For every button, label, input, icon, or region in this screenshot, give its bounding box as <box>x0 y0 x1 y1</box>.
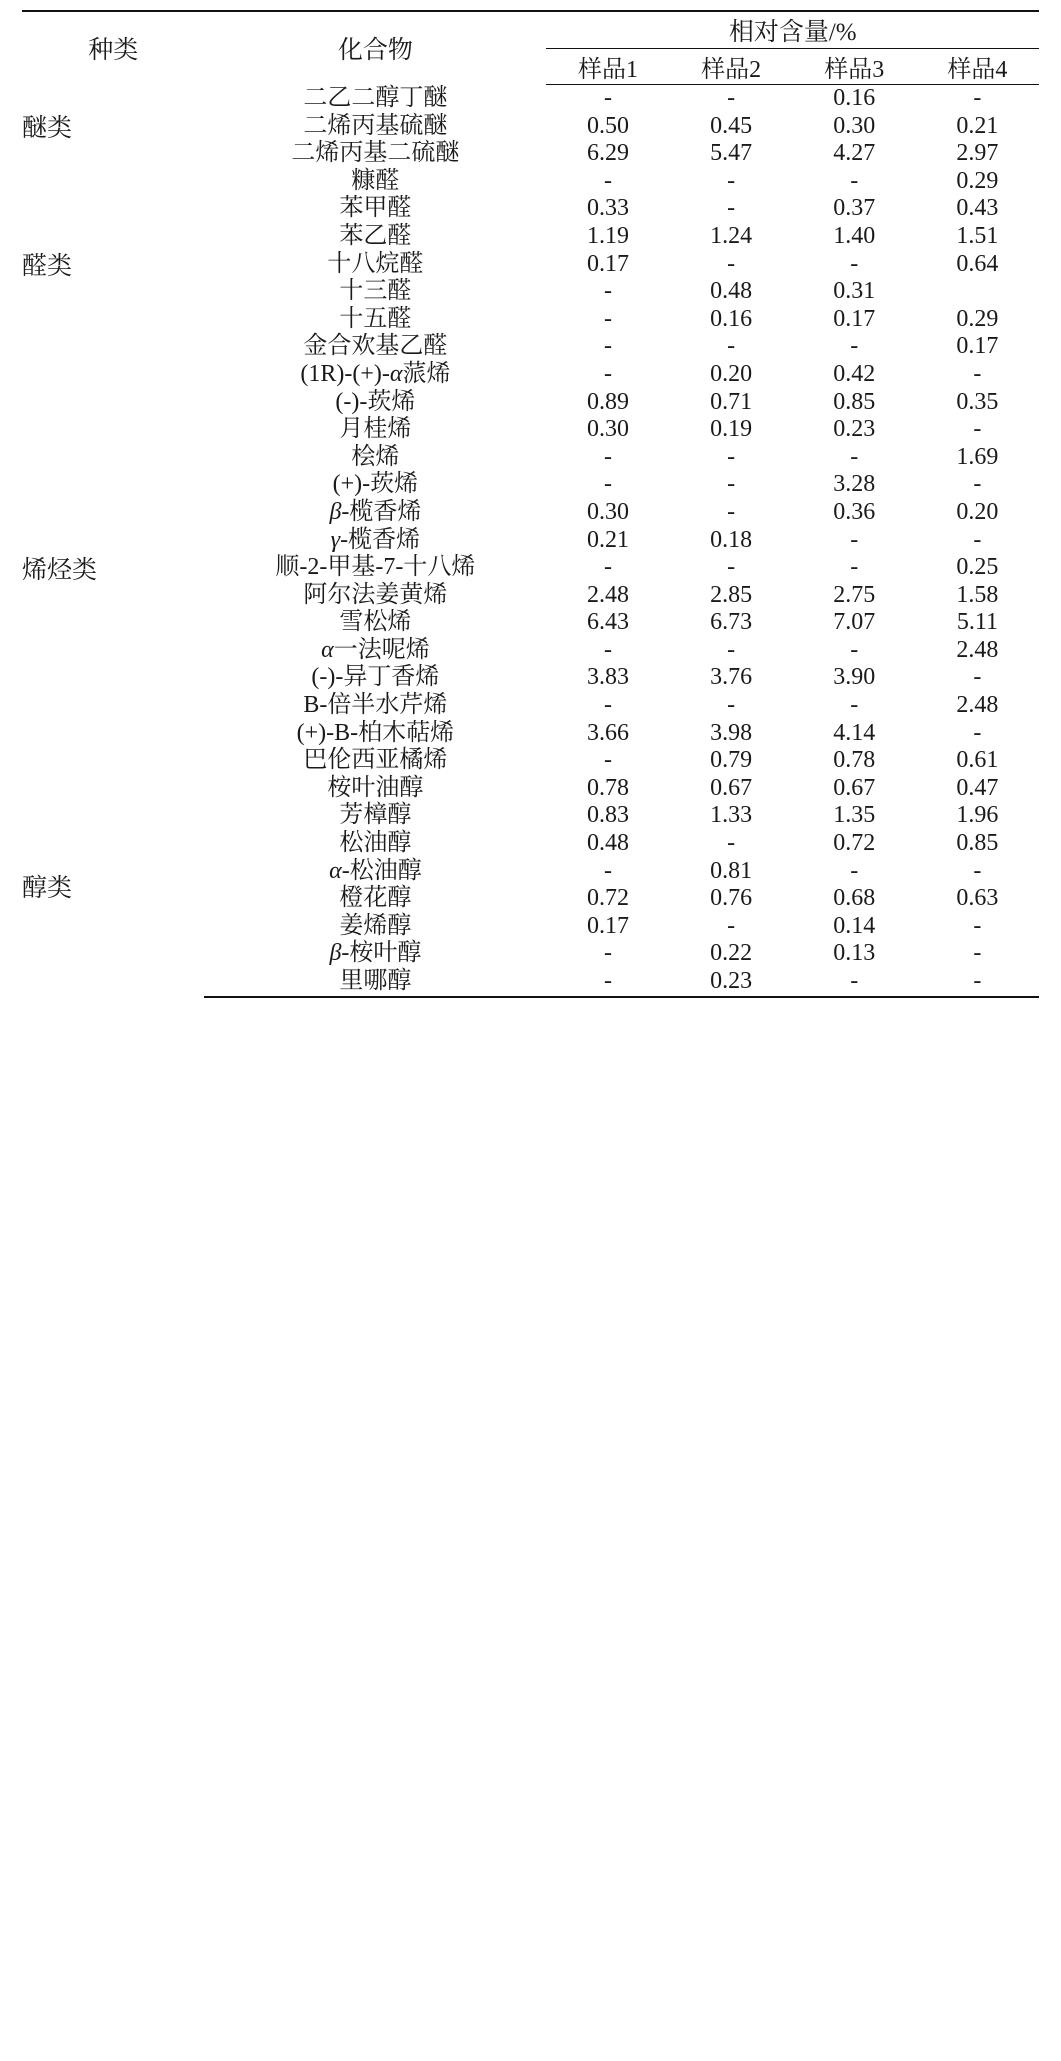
value-cell-sample-3: - <box>850 636 859 663</box>
value-cell-sample-4: - <box>973 416 982 443</box>
value-cell-sample-4: - <box>973 940 982 967</box>
value-cell-sample-4: 0.63 <box>956 885 999 912</box>
compound-cell: 桧烯 <box>351 443 400 470</box>
compound-cell: 二乙二醇丁醚 <box>303 84 448 111</box>
compound-cell: 巴伦西亚橘烯 <box>303 747 448 774</box>
value-cell-sample-4: - <box>973 471 982 498</box>
compound-cell: β-榄香烯 <box>329 498 422 525</box>
value-cell-sample-1: 3.66 <box>586 719 629 746</box>
compound-cell: 糠醛 <box>351 167 400 194</box>
value-cell-sample-1: 0.50 <box>586 112 629 139</box>
value-cell-sample-1: - <box>603 636 612 663</box>
value-cell-sample-4: 0.21 <box>956 112 999 139</box>
compound-cell: 月桂烯 <box>339 416 412 443</box>
value-cell-sample-1: 0.17 <box>586 250 629 277</box>
value-cell-sample-2: 0.16 <box>710 305 753 332</box>
value-cell-sample-4: 0.29 <box>956 305 999 332</box>
value-cell-sample-2: 6.73 <box>710 609 753 636</box>
header-sample-3: 样品3 <box>793 49 916 85</box>
compound-cell: (1R)-(+)-α蒎烯 <box>300 360 451 387</box>
value-cell-sample-3: 0.13 <box>833 940 876 967</box>
value-cell-sample-3: 0.14 <box>833 912 876 939</box>
value-cell-sample-3: 3.90 <box>833 664 876 691</box>
value-cell-sample-4: 0.25 <box>956 554 999 581</box>
compound-cell: 十八烷醛 <box>327 250 424 277</box>
kind-cell: 醇类 <box>22 874 73 902</box>
value-cell-sample-3: 0.17 <box>833 305 876 332</box>
value-cell-sample-4: 1.58 <box>956 581 999 608</box>
compound-cell: 姜烯醇 <box>339 912 412 939</box>
value-cell-sample-2: 0.45 <box>710 112 753 139</box>
value-cell-sample-2: - <box>727 250 736 277</box>
value-cell-sample-4: 0.35 <box>956 388 999 415</box>
value-cell-sample-1: - <box>603 940 612 967</box>
value-cell-sample-2: - <box>727 830 736 857</box>
value-cell-sample-1: 0.33 <box>586 195 629 222</box>
value-cell-sample-3: 0.85 <box>833 388 876 415</box>
value-cell-sample-3: 4.27 <box>833 140 876 167</box>
compound-cell: 金合欢基乙醛 <box>303 333 448 360</box>
value-cell-sample-1: 6.29 <box>586 140 629 167</box>
value-cell-sample-4: - <box>973 857 982 884</box>
value-cell-sample-2: - <box>727 692 736 719</box>
compound-cell: (-)-异丁香烯 <box>311 664 440 691</box>
value-cell-sample-4: 2.97 <box>956 140 999 167</box>
value-cell-sample-4: - <box>973 526 982 553</box>
value-cell-sample-1: - <box>603 278 612 305</box>
compound-cell: 阿尔法姜黄烯 <box>303 581 448 608</box>
value-cell-sample-1: - <box>603 443 612 470</box>
table-page <box>0 0 1061 1016</box>
compound-cell: 桉叶油醇 <box>327 774 424 801</box>
compound-cell: 十三醛 <box>339 278 412 305</box>
compound-cell: α一法呢烯 <box>321 636 430 663</box>
value-cell-sample-2: 0.19 <box>710 416 753 443</box>
value-cell-sample-1: 2.48 <box>586 581 629 608</box>
value-cell-sample-1: 0.89 <box>586 388 629 415</box>
value-cell-sample-1: 0.48 <box>586 830 629 857</box>
header-compound: 化合物 <box>204 11 546 85</box>
compound-cell: (+)-莰烯 <box>332 471 419 498</box>
value-cell-sample-2: 0.23 <box>670 968 793 997</box>
value-cell-sample-2: - <box>727 167 736 194</box>
value-cell-sample-4: 1.69 <box>956 443 999 470</box>
value-cell-sample-3: - <box>850 692 859 719</box>
compound-cell: γ-榄香烯 <box>330 526 421 553</box>
value-cell-sample-1: - <box>603 305 612 332</box>
value-cell-sample-1: 0.21 <box>586 526 629 553</box>
value-cell-sample-3: 1.35 <box>833 802 876 829</box>
header-sample-4: 样品4 <box>916 49 1039 85</box>
value-cell-sample-3: 1.40 <box>833 222 876 249</box>
value-cell-sample-2: - <box>727 912 736 939</box>
value-cell-sample-4: - <box>973 360 982 387</box>
compound-cell: 松油醇 <box>339 830 412 857</box>
table-head <box>22 11 1039 85</box>
value-cell-sample-1: - <box>603 471 612 498</box>
value-cell-sample-2: 0.76 <box>710 885 753 912</box>
value-cell-sample-1: - <box>603 360 612 387</box>
value-cell-sample-3: 2.75 <box>833 581 876 608</box>
value-cell-sample-1: - <box>603 333 612 360</box>
value-cell-sample-2: 1.24 <box>710 222 753 249</box>
value-cell-sample-2: 0.18 <box>710 526 753 553</box>
value-cell-sample-4: 0.85 <box>956 830 999 857</box>
table-top-rule <box>22 11 1039 49</box>
value-cell-sample-2: 3.76 <box>710 664 753 691</box>
header-sample-2: 样品2 <box>670 49 793 85</box>
compound-cell: 二烯丙基硫醚 <box>303 112 448 139</box>
value-cell-sample-2: 0.22 <box>710 940 753 967</box>
value-cell-sample-2: 1.33 <box>710 802 753 829</box>
value-cell-sample-4: 1.51 <box>956 222 999 249</box>
compound-cell: B-倍半水芹烯 <box>303 692 448 719</box>
value-cell-sample-2: 0.81 <box>710 857 753 884</box>
value-cell-sample-1: - <box>546 968 669 997</box>
value-cell-sample-3: 0.67 <box>833 774 876 801</box>
value-cell-sample-2: - <box>727 85 736 111</box>
value-cell-sample-1: 0.83 <box>586 802 629 829</box>
value-cell-sample-1: 0.30 <box>586 498 629 525</box>
value-cell-sample-3: 0.42 <box>833 360 876 387</box>
value-cell-sample-3: 0.72 <box>833 830 876 857</box>
value-cell-sample-4 <box>916 278 1039 306</box>
value-cell-sample-3: 0.78 <box>833 747 876 774</box>
value-cell-sample-4: 0.61 <box>956 747 999 774</box>
value-cell-sample-3: 0.30 <box>833 112 876 139</box>
value-cell-sample-1: 1.19 <box>586 222 629 249</box>
value-cell-sample-3: 3.28 <box>833 471 876 498</box>
compound-cell: 顺-2-甲基-7-十八烯 <box>275 554 476 581</box>
value-cell-sample-1: - <box>603 747 612 774</box>
value-cell-sample-3: 0.37 <box>833 195 876 222</box>
value-cell-sample-2: 0.67 <box>710 774 753 801</box>
value-cell-sample-3: 0.68 <box>833 885 876 912</box>
value-cell-sample-2: - <box>727 636 736 663</box>
value-cell-sample-2: - <box>727 554 736 581</box>
table-body <box>22 85 1039 997</box>
value-cell-sample-4: 0.43 <box>956 195 999 222</box>
kind-cell: 醛类 <box>22 253 73 281</box>
table-row <box>22 775 1039 803</box>
value-cell-sample-1: - <box>603 692 612 719</box>
value-cell-sample-3: 7.07 <box>833 609 876 636</box>
value-cell-sample-2: 2.85 <box>710 581 753 608</box>
compound-cell: β-桉叶醇 <box>329 940 422 967</box>
value-cell-sample-4: 2.48 <box>956 636 999 663</box>
value-cell-sample-4: 0.20 <box>956 498 999 525</box>
value-cell-sample-1: 6.43 <box>586 609 629 636</box>
value-cell-sample-4: 0.29 <box>956 167 999 194</box>
value-cell-sample-4: 2.48 <box>956 692 999 719</box>
value-cell-sample-2: 0.79 <box>710 747 753 774</box>
value-cell-sample-3: - <box>850 443 859 470</box>
value-cell-sample-1: - <box>603 554 612 581</box>
value-cell-sample-4: 1.96 <box>956 802 999 829</box>
value-cell-sample-2: - <box>727 498 736 525</box>
value-cell-sample-3: - <box>850 167 859 194</box>
value-cell-sample-2: - <box>727 195 736 222</box>
compound-cell: (-)-莰烯 <box>335 388 416 415</box>
compound-cell: 雪松烯 <box>339 609 412 636</box>
value-cell-sample-3: - <box>793 968 916 997</box>
value-cell-sample-2: - <box>727 443 736 470</box>
value-cell-sample-4: - <box>973 719 982 746</box>
value-cell-sample-2: 0.71 <box>710 388 753 415</box>
compound-cell: α-松油醇 <box>329 857 422 884</box>
value-cell-sample-3: - <box>850 250 859 277</box>
value-cell-sample-1: - <box>603 167 612 194</box>
value-cell-sample-1: 0.17 <box>586 912 629 939</box>
value-cell-sample-4: 0.47 <box>956 774 999 801</box>
compound-cell: 苯乙醛 <box>339 222 412 249</box>
value-cell-sample-2: - <box>727 333 736 360</box>
value-cell-sample-3: 4.14 <box>833 719 876 746</box>
value-cell-sample-4: - <box>916 968 1039 997</box>
value-cell-sample-1: 0.78 <box>586 774 629 801</box>
value-cell-sample-4: 5.11 <box>956 609 998 636</box>
compound-cell: 苯甲醛 <box>339 195 412 222</box>
compound-cell: 芳樟醇 <box>339 802 412 829</box>
value-cell-sample-3: - <box>850 526 859 553</box>
value-cell-sample-4: - <box>973 85 982 111</box>
value-cell-sample-2: 0.20 <box>710 360 753 387</box>
value-cell-sample-3: - <box>850 333 859 360</box>
compound-cell: 里哪醇 <box>204 968 546 997</box>
value-cell-sample-1: 0.30 <box>586 416 629 443</box>
value-cell-sample-3: - <box>850 857 859 884</box>
kind-cell: 醚类 <box>22 115 73 143</box>
table-row <box>22 361 1039 389</box>
table-row <box>22 168 1039 196</box>
compound-cell: 橙花醇 <box>339 885 412 912</box>
compound-cell: 十五醛 <box>339 305 412 332</box>
compound-composition-table <box>22 10 1039 998</box>
header-sample-1: 样品1 <box>546 49 669 85</box>
value-cell-sample-1: - <box>603 85 612 111</box>
value-cell-sample-2: - <box>727 471 736 498</box>
value-cell-sample-1: - <box>603 857 612 884</box>
value-cell-sample-1: 3.83 <box>586 664 629 691</box>
value-cell-sample-2: 3.98 <box>710 719 753 746</box>
value-cell-sample-3: 0.31 <box>833 278 876 305</box>
value-cell-sample-3: - <box>850 554 859 581</box>
value-cell-sample-4: - <box>973 912 982 939</box>
value-cell-sample-2: 0.48 <box>710 278 753 305</box>
value-cell-sample-4: 0.17 <box>956 333 999 360</box>
value-cell-sample-3: 0.23 <box>833 416 876 443</box>
table-row <box>22 85 1039 113</box>
kind-cell: 烯烃类 <box>22 556 98 584</box>
header-relative-content: 相对含量/% <box>546 11 1039 49</box>
compound-cell: 二烯丙基二硫醚 <box>291 140 460 167</box>
header-kind: 种类 <box>22 11 204 85</box>
value-cell-sample-4: 0.64 <box>956 250 999 277</box>
value-cell-sample-3: 0.16 <box>833 85 876 111</box>
compound-cell: (+)-B-柏木萜烯 <box>296 719 455 746</box>
value-cell-sample-4: - <box>973 664 982 691</box>
value-cell-sample-3: 0.36 <box>833 498 876 525</box>
value-cell-sample-1: 0.72 <box>586 885 629 912</box>
value-cell-sample-2: 5.47 <box>710 140 753 167</box>
